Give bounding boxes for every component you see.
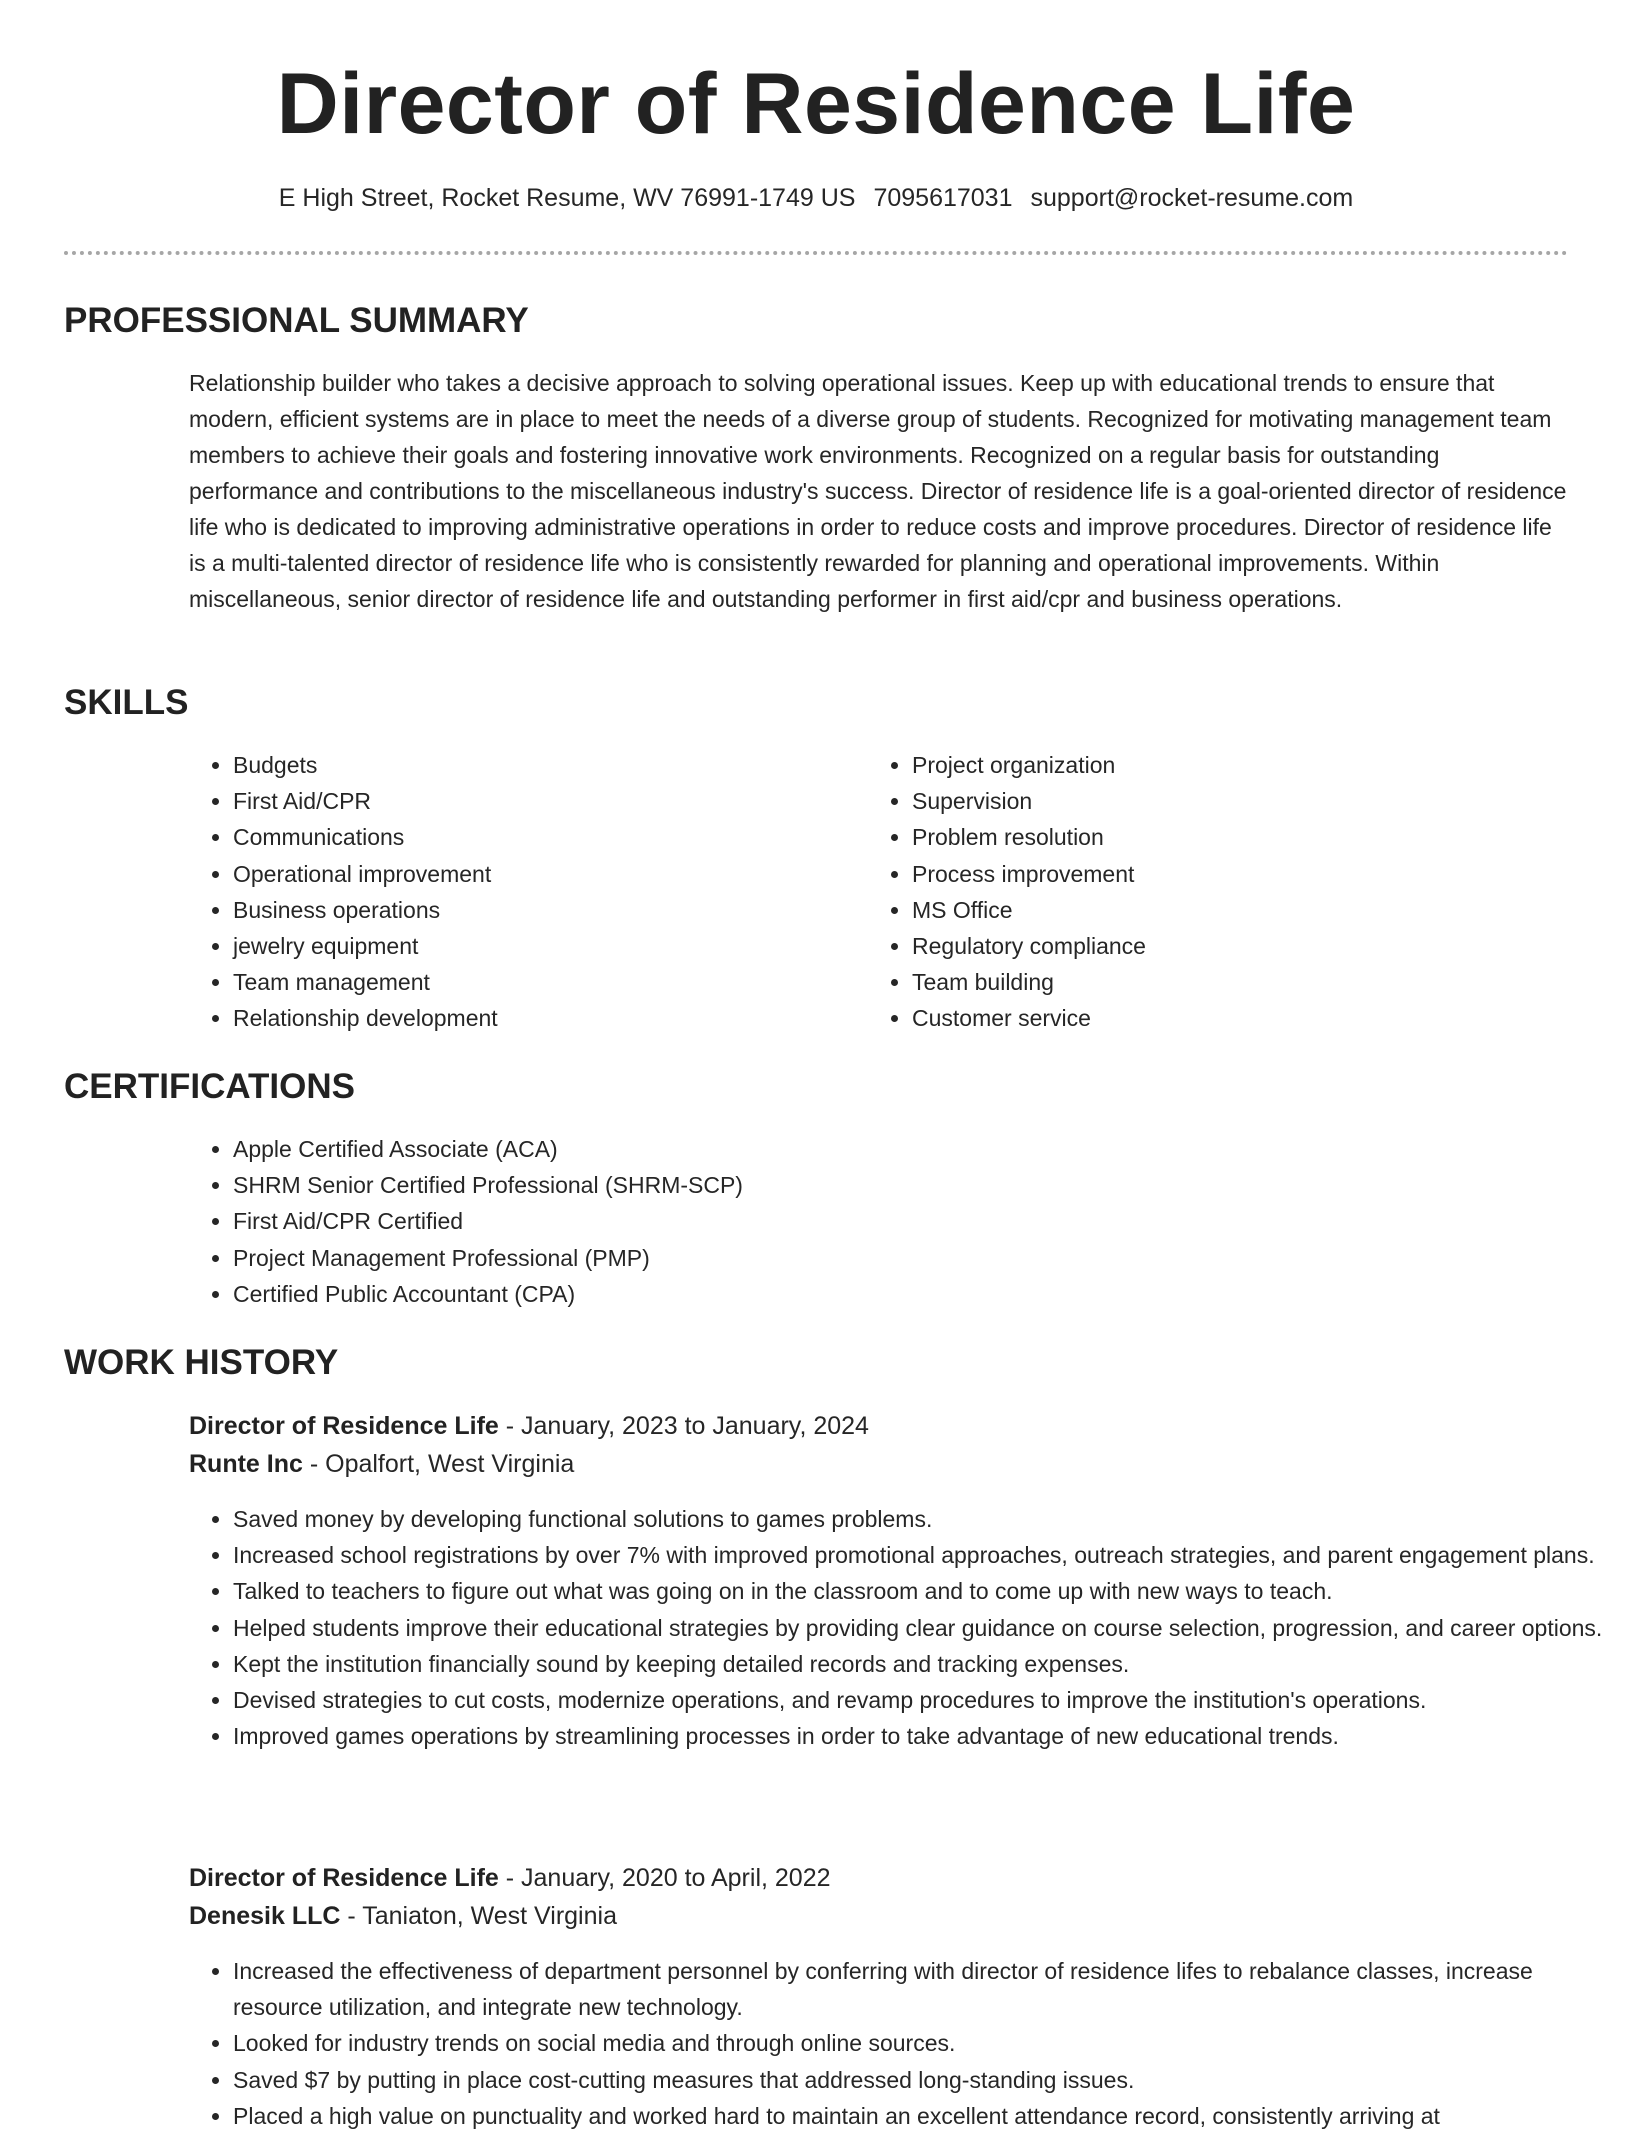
job-bullet: • Kept the institution financially sound by keeping detailed records and tracking expenses.	[233, 1646, 1613, 1682]
job-bullet: • Saved $7 by putting in place cost-cutting measures that addressed long-standing issues.	[233, 2062, 1613, 2098]
skill-item: • Relationship development	[233, 1000, 863, 1036]
skill-item: • Project organization	[912, 747, 1542, 783]
job-dates: - January, 2023 to January, 2024	[498, 1412, 869, 1440]
certifications-list	[189, 1131, 1613, 1312]
skill-item: • Team management	[233, 964, 863, 1000]
job-dates: - January, 2020 to April, 2022	[498, 1864, 831, 1892]
job-location: - Opalfort, West Virginia	[302, 1450, 575, 1478]
job-company: Denesik LLC	[189, 1902, 341, 1930]
job-bullet: • Helped students improve their educational strategies by providing clear guidance on course selection, progression, and career options.	[233, 1610, 1613, 1646]
job-bullets	[189, 1953, 1613, 2134]
work-history-heading: WORK HISTORY	[64, 1343, 339, 1382]
skill-item: • Process improvement	[912, 856, 1542, 892]
skill-item: • Regulatory compliance	[912, 928, 1542, 964]
job-location: - Taniaton, West Virginia	[340, 1902, 617, 1930]
skills-list-left	[189, 747, 863, 1037]
certification-item: • Apple Certified Associate (ACA)	[233, 1131, 1613, 1167]
job-bullet: • Saved money by developing functional solutions to games problems.	[233, 1501, 1613, 1537]
candidate-name: Director of Residence Life	[276, 56, 1356, 152]
certifications-heading: CERTIFICATIONS	[64, 1067, 356, 1106]
skill-item: • jewelry equipment	[233, 928, 863, 964]
summary-heading: PROFESSIONAL SUMMARY	[64, 301, 529, 340]
header-divider	[64, 251, 1568, 255]
job-bullet: • Looked for industry trends on social media and through online sources.	[233, 2025, 1613, 2061]
certification-item: • Project Management Professional (PMP)	[233, 1240, 1613, 1276]
certification-item: • SHRM Senior Certified Professional (SHRM-SCP)	[233, 1167, 1613, 1203]
skill-item: • MS Office	[912, 892, 1542, 928]
contact-line	[0, 182, 1632, 214]
job-company-line	[189, 1445, 574, 1483]
certification-item: • First Aid/CPR Certified	[233, 1203, 1613, 1239]
job-company: Runte Inc	[189, 1450, 303, 1478]
certification-item: • Certified Public Accountant (CPA)	[233, 1276, 1613, 1312]
contact-phone: 7095617031	[873, 184, 1013, 212]
skills-heading: SKILLS	[64, 683, 189, 722]
job-company-line	[189, 1897, 617, 1935]
job-bullets	[189, 1501, 1613, 1754]
skills-list-right	[868, 747, 1542, 1037]
job-bullet: • Devised strategies to cut costs, modernize operations, and revamp procedures to improve the institution's operations.	[233, 1682, 1613, 1718]
job-role: Director of Residence Life	[189, 1864, 499, 1892]
job-role: Director of Residence Life	[189, 1412, 499, 1440]
job-title-line	[189, 1859, 831, 1897]
skill-item: • Business operations	[233, 892, 863, 928]
job-bullet: • Increased school registrations by over 7% with improved promotional approaches, outreach strategies, and parent engagement plans.	[233, 1537, 1613, 1573]
skill-item: • Budgets	[233, 747, 863, 783]
contact-address: E High Street, Rocket Resume, WV 76991-1749 US	[278, 184, 856, 212]
job-bullet: • Talked to teachers to figure out what was going on in the classroom and to come up with new ways to teach.	[233, 1573, 1613, 1609]
job-bullet: • Placed a high value on punctuality and worked hard to maintain an excellent attendance record, consistently arriving at	[233, 2098, 1613, 2134]
skill-item: • Problem resolution	[912, 819, 1542, 855]
summary-text: Relationship builder who takes a decisive approach to solving operational issues. Keep up with educational trends to ensure that modern, efficient systems are in place to meet the needs of a diverse group of students. Recognized for motivating management team members to achieve their goals and fostering innovative work environments. Recognized on a regular basis for outstanding performance and contributions to the miscellaneous industry's success. Director of residence life is a goal-oriented director of residence life who is dedicated to improving administrative operations in order to reduce costs and improve procedures. Director of residence life is a multi-talented director of residence life who is consistently rewarded for planning and operational improvements. Within miscellaneous, senior director of residence life and outstanding performer in first aid/cpr and business operations.	[189, 370, 1567, 612]
skill-item: • Operational improvement	[233, 856, 863, 892]
contact-email[interactable]: support@rocket-resume.com	[1030, 184, 1354, 212]
skill-item: • First Aid/CPR	[233, 783, 863, 819]
skill-item: • Team building	[912, 964, 1542, 1000]
job-title-line	[189, 1407, 869, 1445]
skill-item: • Supervision	[912, 783, 1542, 819]
skill-item: • Communications	[233, 819, 863, 855]
job-bullet: • Improved games operations by streamlining processes in order to take advantage of new educational trends.	[233, 1718, 1613, 1754]
job-bullet: • Increased the effectiveness of department personnel by conferring with director of residence lifes to rebalance classes, increase resource utilization, and integrate new technology.	[233, 1953, 1613, 2025]
skill-item: • Customer service	[912, 1000, 1542, 1036]
